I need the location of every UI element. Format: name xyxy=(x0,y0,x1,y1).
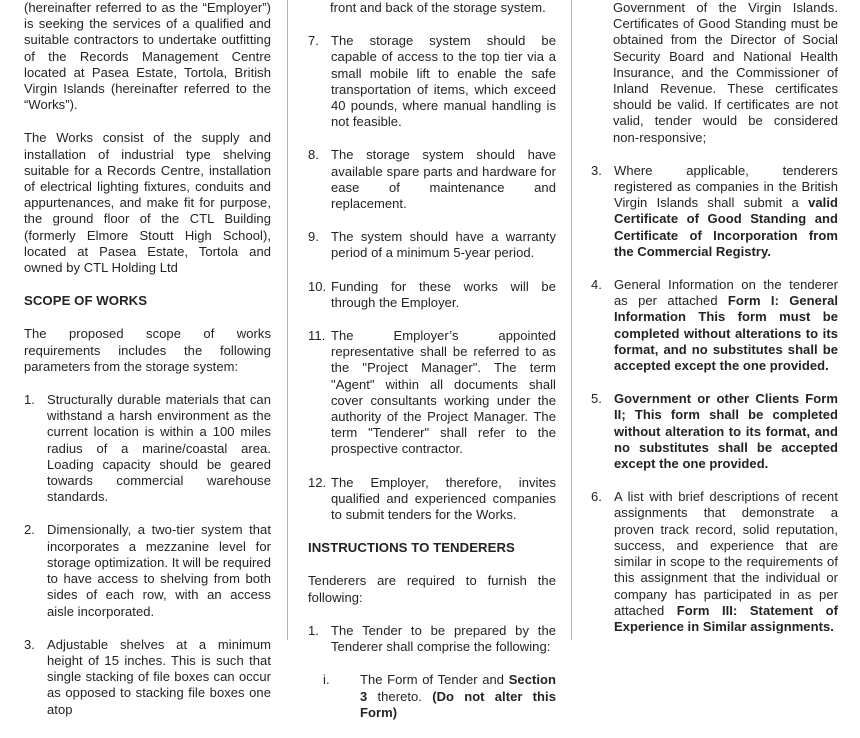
list-item xyxy=(308,623,556,655)
text-segment-bold: Section 3 xyxy=(360,672,556,704)
list-item xyxy=(24,522,271,619)
continuation-paragraph: front and back of the storage system. xyxy=(330,0,546,15)
paragraph: The Works consist of the supply and installation of industrial type shelving suitable for a Records Centre, installation of electrical lighting fixtures, conduits and appurtenances, and make fit for purpose, the ground floor of the CTL Building (formerly Elmore Stoutt High School), located at Pasea Estate, Tortola and owned by CTL Holding Ltd xyxy=(24,130,271,276)
column-divider xyxy=(287,0,288,640)
list-item-text xyxy=(614,163,838,260)
continuation-paragraph: Government of the Virgin Islands. Certificates of Good Standing must be obtained from the Director of Social Security Board and National Health Insurance, and the Commissioner of Inland Revenue. These certificates should be valid. If certificates are not valid, tender would be considered non-responsive; xyxy=(613,0,838,145)
column-3 xyxy=(591,0,838,652)
text-segment-bold: (Do not alter this Form) xyxy=(360,688,556,720)
sub-list-item xyxy=(323,672,556,721)
list-item-text: Adjustable shelves at a minimum height of 15 inches. This is such that single stacking of file boxes can occur as opposed to stacking file boxes one atop xyxy=(47,636,271,717)
sub-list-item-text xyxy=(360,672,556,721)
list-item-number: 3. xyxy=(591,162,602,178)
list-item-number: 4. xyxy=(591,277,602,293)
text-segment-bold: Form I: General Information This form must be completed without alterations to its format, and no substitutes shall be accepted except the one provided. xyxy=(614,293,839,374)
list-item-number: 6. xyxy=(591,489,602,505)
text-segment: General Information on the tenderer as per attached xyxy=(614,277,838,309)
list-item xyxy=(591,277,838,374)
list-item-text: The storage system should be capable of access to the top tier via a small mobile lift to enable the safe transportation of items, which exceed 40 pounds, where manual handling is not feasible. xyxy=(331,33,556,130)
paragraph: The proposed scope of works requirements includes the following parameters from the storage system: xyxy=(24,326,271,374)
list-item-text xyxy=(614,489,838,635)
text-segment-bold: Form III: Statement of Experience in Similar assignments. xyxy=(614,602,839,634)
list-item xyxy=(591,489,838,635)
list-item-number: 10. xyxy=(308,278,327,294)
list-item-text: The storage system should have available spare parts and hardware for ease of maintenance and replacement. xyxy=(331,147,556,212)
list-item-number: 9. xyxy=(308,229,319,245)
list-item xyxy=(308,475,556,524)
list-item xyxy=(308,33,556,130)
list-item-text: The system should have a warranty period of a minimum 5-year period. xyxy=(331,229,556,261)
column-2 xyxy=(308,0,556,738)
section-heading-instructions-to-tenderers: INSTRUCTIONS TO TENDERERS xyxy=(308,540,515,556)
list-item-text: Dimensionally, a two-tier system that incorporates a mezzanine level for storage optimization. It will be required to have access to shelving from both sides of each row, with an access aisle incorporated. xyxy=(47,522,271,619)
text-segment-bold: valid Certificate of Good Standing and Certificate of Incorporation from the Commercial Registry. xyxy=(614,195,838,259)
list-item-number: 1. xyxy=(24,392,35,408)
list-item xyxy=(24,392,271,505)
list-item-text: The Tender to be prepared by the Tenderer shall comprise the following: xyxy=(331,622,556,655)
list-item xyxy=(308,279,556,311)
list-item-number: 12. xyxy=(308,474,327,490)
text-segment: A list with brief descriptions of recent assignments that demonstrate a proven track record, solid reputation, success, and experience that are similar in scope to the requirements of this assignment that the individual or company has participated in as per attached xyxy=(614,489,838,618)
list-item-number: 3. xyxy=(24,636,35,652)
section-heading-scope-of-works: SCOPE OF WORKS xyxy=(24,293,148,309)
list-item-number: 1. xyxy=(308,622,319,638)
sub-list-item-number: i. xyxy=(323,672,330,688)
text-segment: The Form of Tender and xyxy=(360,672,509,688)
list-item-number: 2. xyxy=(24,522,35,538)
list-item-number: 5. xyxy=(591,391,602,407)
list-item-number: 7. xyxy=(308,33,319,49)
paragraph: (hereinafter referred to as the “Employer”) is seeking the services of a qualified and suitable contractors to undertake outfitting of the Records Management Centre located at Pasea Estate, Tortola, British Virgin Islands (hereinafter referred to the “Works”). xyxy=(24,0,271,113)
list-item-text: Structurally durable materials that can withstand a harsh environment as the current location is within a 100 miles radius of a marine/coastal area. Loading capacity should be geared towards commercial warehouse standards. xyxy=(47,392,271,505)
list-item-number: 11. xyxy=(308,328,326,344)
list-item xyxy=(308,229,556,261)
text-segment: Where applicable, tenderers registered as companies in the British Virgin Islands shall submit a xyxy=(614,162,838,211)
list-item xyxy=(308,147,556,212)
list-item xyxy=(591,391,838,472)
list-item xyxy=(591,163,838,260)
list-item-text: The Employer, therefore, invites qualified and experienced companies to submit tenders for the Works. xyxy=(331,474,556,523)
list-item-text xyxy=(614,277,838,374)
list-item-number: 8. xyxy=(308,147,319,163)
list-item xyxy=(308,328,556,458)
paragraph: Tenderers are required to furnish the following: xyxy=(308,573,556,605)
column-1 xyxy=(24,0,271,735)
list-item xyxy=(24,637,271,718)
list-item-text: The Employer’s appointed representative shall be referred to as the "Project Manager". The term "Agent" within all documents shall cover consultants working under the authority of the Project Manager. The term "Tenderer" shall refer to the prospective contractor. xyxy=(331,328,556,457)
list-item-text: Government or other Clients Form II; This form shall be completed without alteration to its format, and no substitutes shall be accepted except the one provided. xyxy=(614,391,838,472)
list-item-text: Funding for these works will be through the Employer. xyxy=(331,278,556,310)
column-divider xyxy=(571,0,572,640)
text-segment: thereto. xyxy=(367,688,433,704)
